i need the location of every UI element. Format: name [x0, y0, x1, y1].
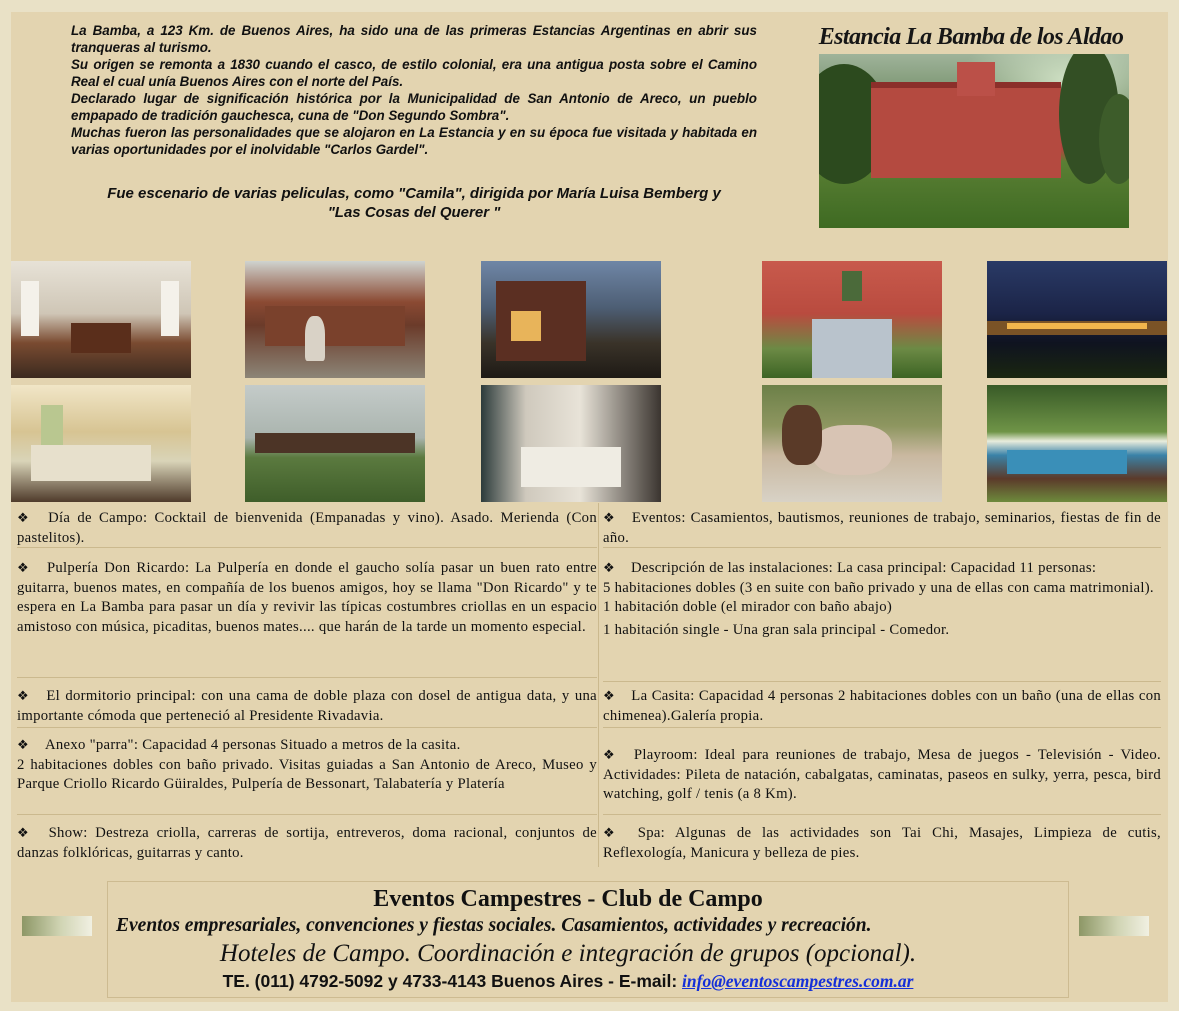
footer-phone: TE. (011) 4792-5092 y 4733-4143 Buenos Aires - E-mail: — [222, 971, 683, 991]
estancia-hero-photo — [819, 54, 1129, 228]
photo-night-house — [987, 261, 1167, 378]
activity-show: ❖ Show: Destreza criolla, carreras de sortija, entreveros, doma racional, conjuntos de danzas folklóricas, guitarras y canto. — [17, 825, 597, 861]
intro-text — [71, 22, 757, 158]
photo-gaucho-horses — [762, 385, 942, 502]
email-link[interactable]: info@eventoscampestres.com.ar — [682, 971, 914, 991]
photo-pulperia-evening — [481, 261, 661, 378]
photo-swimming-pool — [987, 385, 1167, 502]
intro-paragraph: Muchas fueron las personalidades que se alojaron en La Estancia y en su época fue visitada y habitada en varias oportunidades por el inolvidable "Carlos Gardel". — [71, 125, 757, 157]
activities-table — [11, 503, 1168, 869]
decorative-bar-right — [1079, 916, 1149, 936]
photo-horse-riding — [245, 385, 425, 502]
intro-paragraph: Su origen se remonta a 1830 cuando el casco, de estilo colonial, era una antigua posta sobre el Camino Real el cual unía Buenos Aires con el norte del País. — [71, 57, 757, 89]
footer-services: Eventos empresariales, convenciones y fiestas sociales. Casamientos, actividades y recreación. — [116, 915, 872, 936]
activity-eventos: ❖ Eventos: Casamientos, bautismos, reuniones de trabajo, seminarios, fiestas de fin de año. — [603, 509, 1161, 548]
instalaciones-double: 1 habitación doble (el mirador con baño abajo) — [603, 599, 893, 615]
activity-dia-de-campo: ❖ Día de Campo: Cocktail de bienvenida (Empanadas y vino). Asado. Merienda (Con pastelitos). — [17, 509, 597, 548]
photo-bedroom — [11, 385, 191, 502]
activity-pulperia: ❖ Pulpería Don Ricardo: La Pulpería en donde el gaucho solía pasar un buen rato entre guitarra, buenos mates, en compañía de los buenos amigos, hoy se llama "Don Ricardo" y te espera en La Bamba para pasar un día y revivir las típicas costumbres criollas en un espacio amistoso con música, picaditas, buenos mates.... que harán de la tarde un momento especial. — [17, 559, 597, 678]
activity-spa: ❖ Spa: Algunas de las actividades son Tai Chi, Masajes, Limpieza de cutis, Reflexología, Manicura y belleza de pies. — [603, 825, 1161, 861]
decorative-bar-left — [22, 916, 92, 936]
footer-title: Eventos Campestres - Club de Campo — [373, 886, 763, 912]
intro-paragraph: Declarado lugar de significación histórica por la Municipalidad de San Antonio de Areco, un pueblo empapado de tradición gauchesca, cuna de "Don Segundo Sombra". — [71, 91, 757, 123]
photo-well-courtyard — [762, 261, 942, 378]
photo-twin-bedroom — [481, 385, 661, 502]
activity-dormitorio: ❖ El dormitorio principal: con una cama de doble plaza con dosel de antigua data, y una importante cómoda que perteneció al Presidente Rivadavia. — [17, 687, 597, 728]
film-note-line2: "Las Cosas del Querer " — [327, 204, 501, 221]
activity-instalaciones: ❖ Descripción de las instalaciones: La casa principal: Capacidad 11 personas: 5 habitaciones dobles (3 en suite con baño privado y una de ellas con cama matrimonial). 1 habitación doble (el mirador con baño abajo) 1 habitación single - Una gran sala principal - Comedor. — [603, 559, 1161, 682]
film-note-line1: Fue escenario de varias peliculas, como "Camila", dirigida por María Luisa Bemberg y — [107, 185, 721, 202]
instalaciones-single: 1 habitación single - Una gran sala principal - Comedor. — [603, 621, 950, 638]
film-note — [71, 184, 757, 222]
activity-anexo-parra: ❖ Anexo "parra": Capacidad 4 personas Situado a metros de la casita. 2 habitaciones dobles con baño privado. Visitas guiadas a San Antonio de Areco, Museo y Parque Criollo Ricardo Güiraldes, Pulpería de Bessonart, Talabatería y Platería — [17, 736, 597, 815]
activity-la-casita: ❖ La Casita: Capacidad 4 personas 2 habitaciones dobles con un baño (una de ellas con chimenea).Galería propia. — [603, 687, 1161, 728]
instalaciones-rooms: 5 habitaciones dobles (3 en suite con baño privado y una de ellas con cama matrimonial). — [603, 579, 1154, 596]
estancia-title: Estancia La Bamba de los Aldao — [818, 24, 1124, 50]
page — [11, 12, 1168, 1002]
intro-paragraph: La Bamba, a 123 Km. de Buenos Aires, ha sido una de las primeras Estancias Argentinas en abrir sus tranqueras al turismo. — [71, 23, 757, 55]
footer-box — [107, 881, 1069, 998]
footer-contact — [108, 971, 1028, 992]
photo-pulperia-dance — [245, 261, 425, 378]
photo-dining-room — [11, 261, 191, 378]
anexo-detail: 2 habitaciones dobles con baño privado. Visitas guiadas a San Antonio de Areco, Museo y Parque Criollo Ricardo Güiraldes, Pulpería de Bessonart, Talabatería y Platería — [17, 756, 597, 792]
activity-playroom: ❖ Playroom: Ideal para reuniones de trabajo, Mesa de juegos - Televisión - Video. Actividades: Pileta de natación, cabalgatas, caminatas, paseos en sulky, yerra, pesca, bird watching, golf / tenis (a 8 Km). — [603, 746, 1161, 815]
footer-hotels: Hoteles de Campo. Coordinación e integración de grupos (opcional). — [219, 940, 917, 967]
